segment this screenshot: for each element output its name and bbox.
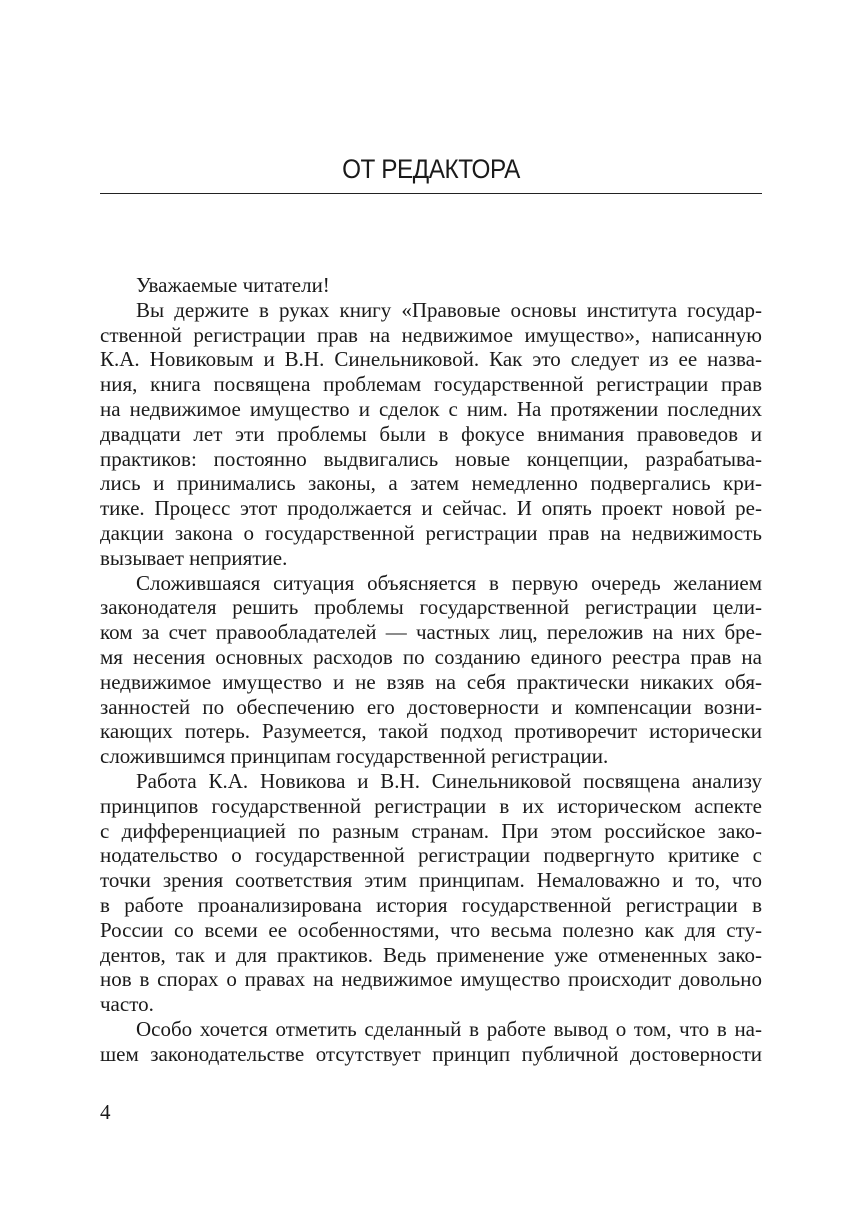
title-rule xyxy=(100,193,762,194)
text-line: ком за счет правообладателей — частных лиц, переложив на них бре- xyxy=(100,620,762,645)
text-line: Сложившаяся ситуация объясняется в первую очередь желанием xyxy=(136,570,762,595)
text-line: точки зрения соответствия этим принципам. Немаловажно и то, что xyxy=(100,868,762,893)
text-line: Работа К.А. Новикова и В.Н. Синельниковой посвящена анализу xyxy=(136,768,762,793)
text-line: России со всеми ее особенностями, что весьма полезно как для сту- xyxy=(100,917,762,942)
text-line: законодателя решить проблемы государственной регистрации цели- xyxy=(100,595,762,620)
text-line: К.А. Новиковым и В.Н. Синельниковой. Как это следует из ее назва- xyxy=(100,347,762,372)
page-number: 4 xyxy=(100,1100,111,1124)
text-line: сложившимся принципам государственной регистрации. xyxy=(100,744,609,769)
page-title: ОТ РЕДАКТОРА xyxy=(342,154,520,184)
text-line: часто. xyxy=(100,992,154,1017)
paragraph xyxy=(100,769,762,1017)
text-line: принципов государственной регистрации в их историческом аспекте xyxy=(100,793,762,818)
text-line: ственной регистрации прав на недвижимое имущество», написанную xyxy=(100,322,762,347)
text-line: лись и принимались законы, а затем немедленно подвергались кри- xyxy=(100,471,762,496)
text-line: шем законодательстве отсутствует принцип публичной достоверности xyxy=(100,1041,762,1066)
text-line: на недвижимое имущество и сделок с ним. На протяжении последних xyxy=(100,396,762,421)
text-line: в работе проанализирована история государственной регистрации в xyxy=(100,892,762,917)
paragraph xyxy=(100,298,762,571)
text-line: Вы держите в руках книгу «Правовые основы института государ- xyxy=(136,297,762,322)
text-line: кающих потерь. Разумеется, такой подход противоречит исторически xyxy=(100,719,762,744)
paragraph xyxy=(100,571,762,769)
text-line: занностей по обеспечению его достоверности и компенсации возни- xyxy=(100,694,762,719)
text-line: нодательство о государственной регистрации подвергнуто критике с xyxy=(100,843,762,868)
text-line: практиков: постоянно выдвигались новые концепции, разрабатыва- xyxy=(100,446,762,471)
body-text xyxy=(100,273,762,1067)
text-line: с дифференциацией по разным странам. При этом российское зако- xyxy=(100,818,762,843)
text-line: двадцати лет эти проблемы были в фокусе внимания правоведов и xyxy=(100,421,762,446)
paragraph xyxy=(100,1017,762,1067)
text-line: дентов, так и для практиков. Ведь применение уже отмененных зако- xyxy=(100,942,762,967)
text-line: дакции закона о государственной регистрации прав на недвижимость xyxy=(100,520,762,545)
text-line: ния, книга посвящена проблемам государственной регистрации прав xyxy=(100,372,762,397)
text-line: Уважаемые читатели! xyxy=(136,273,330,297)
paragraph xyxy=(100,273,762,298)
text-line: мя несения основных расходов по созданию единого реестра прав на xyxy=(100,644,762,669)
text-line: Особо хочется отметить сделанный в работе вывод о том, что в на- xyxy=(136,1016,762,1041)
text-line: недвижимое имущество и не взяв на себя практически никаких обя- xyxy=(100,669,762,694)
text-line: тике. Процесс этот продолжается и сейчас. И опять проект новой ре- xyxy=(100,496,762,521)
text-line: вызывает неприятие. xyxy=(100,545,288,570)
text-line: нов в спорах о правах на недвижимое имущество происходит довольно xyxy=(100,967,762,992)
